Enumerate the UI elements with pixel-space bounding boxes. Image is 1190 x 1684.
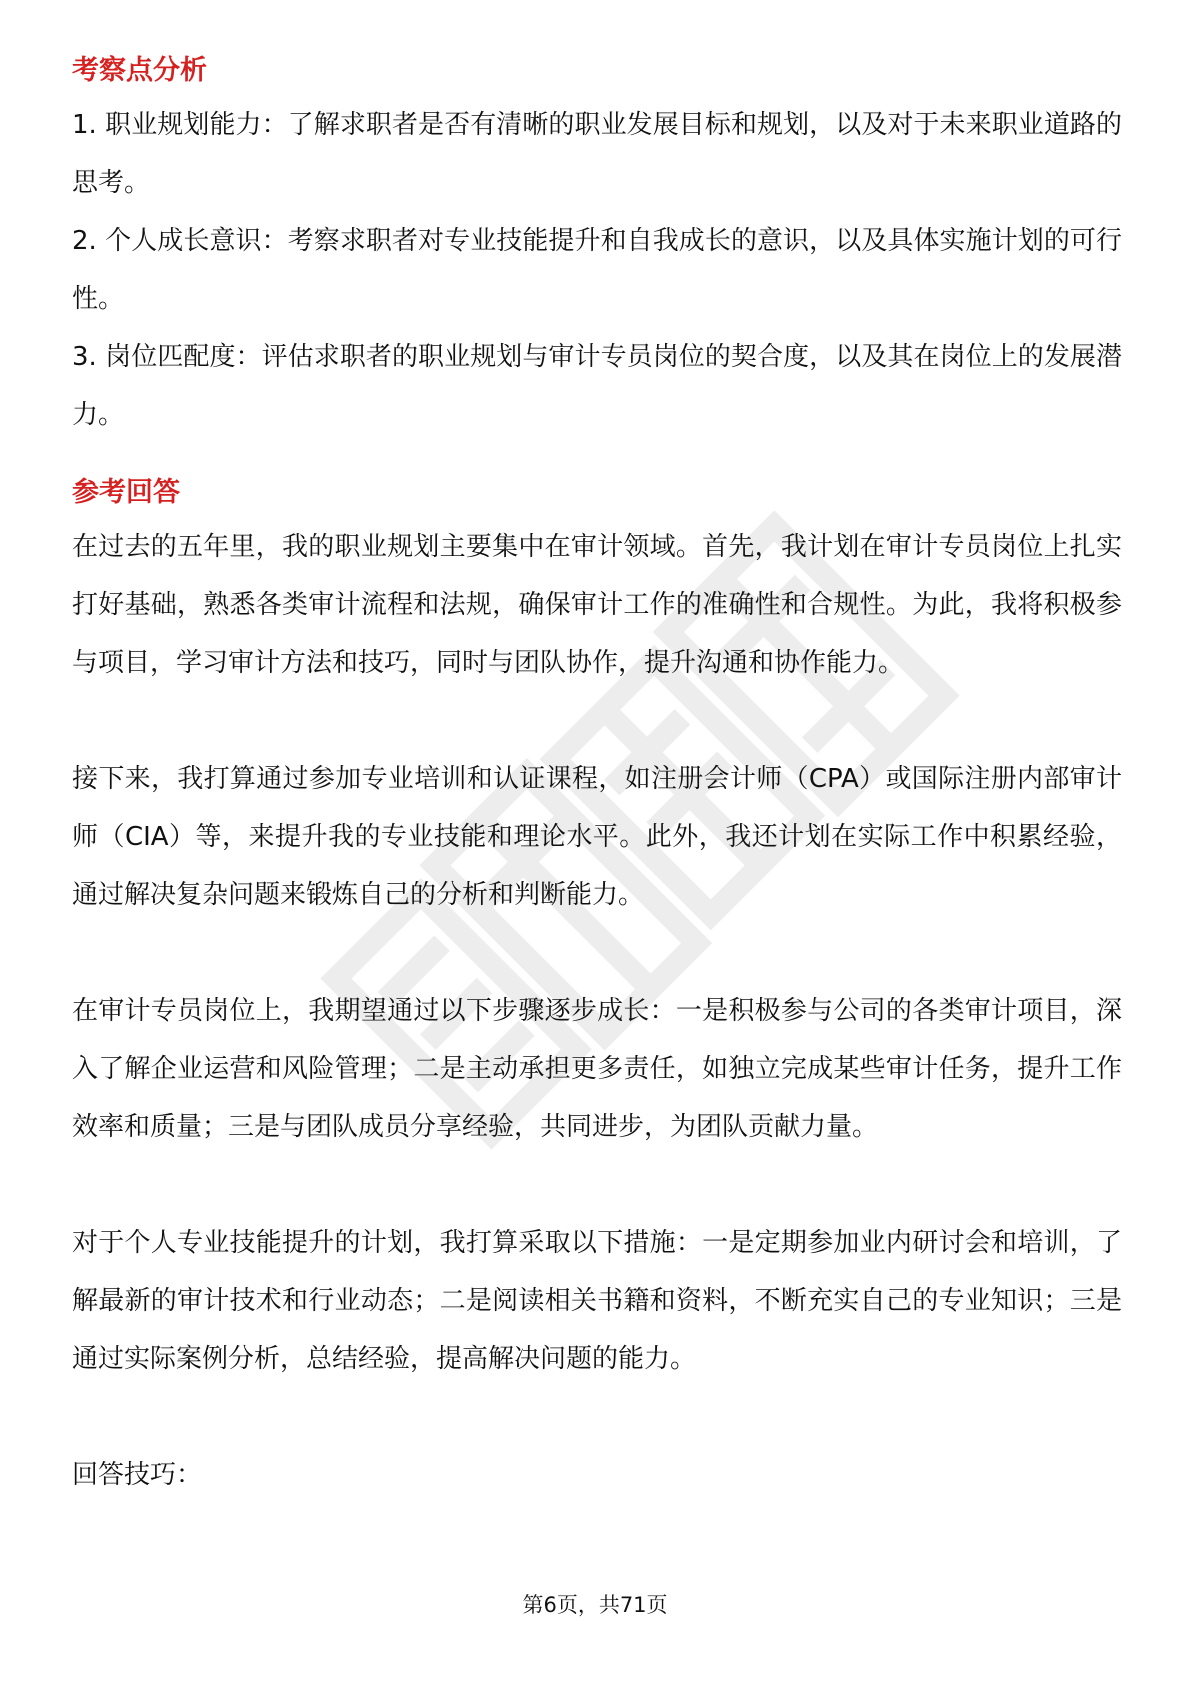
page-indicator: 第6页，共71页 [522,1593,668,1617]
analysis-heading: 考察点分析 [72,55,207,86]
answer-paragraph: 在过去的五年里，我的职业规划主要集中在审计领域。首先，我计划在审计专员岗位上扎实打好基础，熟悉各类审计流程和法规，确保审计工作的准确性和合规性。为此，我将积极参与项目，学习审计方法和技巧，同时与团队协作，提升沟通和协作能力。 [72,532,1122,678]
analysis-list [72,96,1122,444]
analysis-item: 1. 职业规划能力：了解求职者是否有清晰的职业发展目标和规划，以及对于未来职业道路的思考。 [72,110,1122,198]
analysis-item: 3. 岗位匹配度：评估求职者的职业规划与审计专员岗位的契合度，以及其在岗位上的发展潜力。 [72,342,1122,430]
document-content [72,48,1122,1504]
analysis-item: 2. 个人成长意识：考察求职者对专业技能提升和自我成长的意识，以及具体实施计划的可行性。 [72,226,1122,314]
tips-label: 回答技巧： [72,1460,203,1490]
answer-paragraph: 对于个人专业技能提升的计划，我打算采取以下措施：一是定期参加业内研讨会和培训，了解最新的审计技术和行业动态；二是阅读相关书籍和资料，不断充实自己的专业知识；三是通过实际案例分析，总结经验，提高解决问题的能力。 [72,1228,1122,1374]
answer-heading: 参考回答 [72,477,180,508]
answer-paragraph: 接下来，我打算通过参加专业培训和认证课程，如注册会计师（CPA）或国际注册内部审计师（CIA）等，来提升我的专业技能和理论水平。此外，我还计划在实际工作中积累经验，通过解决复杂问题来锻炼自己的分析和判断能力。 [72,764,1122,910]
answer-paragraph: 在审计专员岗位上，我期望通过以下步骤逐步成长：一是积极参与公司的各类审计项目，深入了解企业运营和风险管理；二是主动承担更多责任，如独立完成某些审计任务，提升工作效率和质量；三是与团队成员分享经验，共同进步，为团队贡献力量。 [72,996,1122,1142]
